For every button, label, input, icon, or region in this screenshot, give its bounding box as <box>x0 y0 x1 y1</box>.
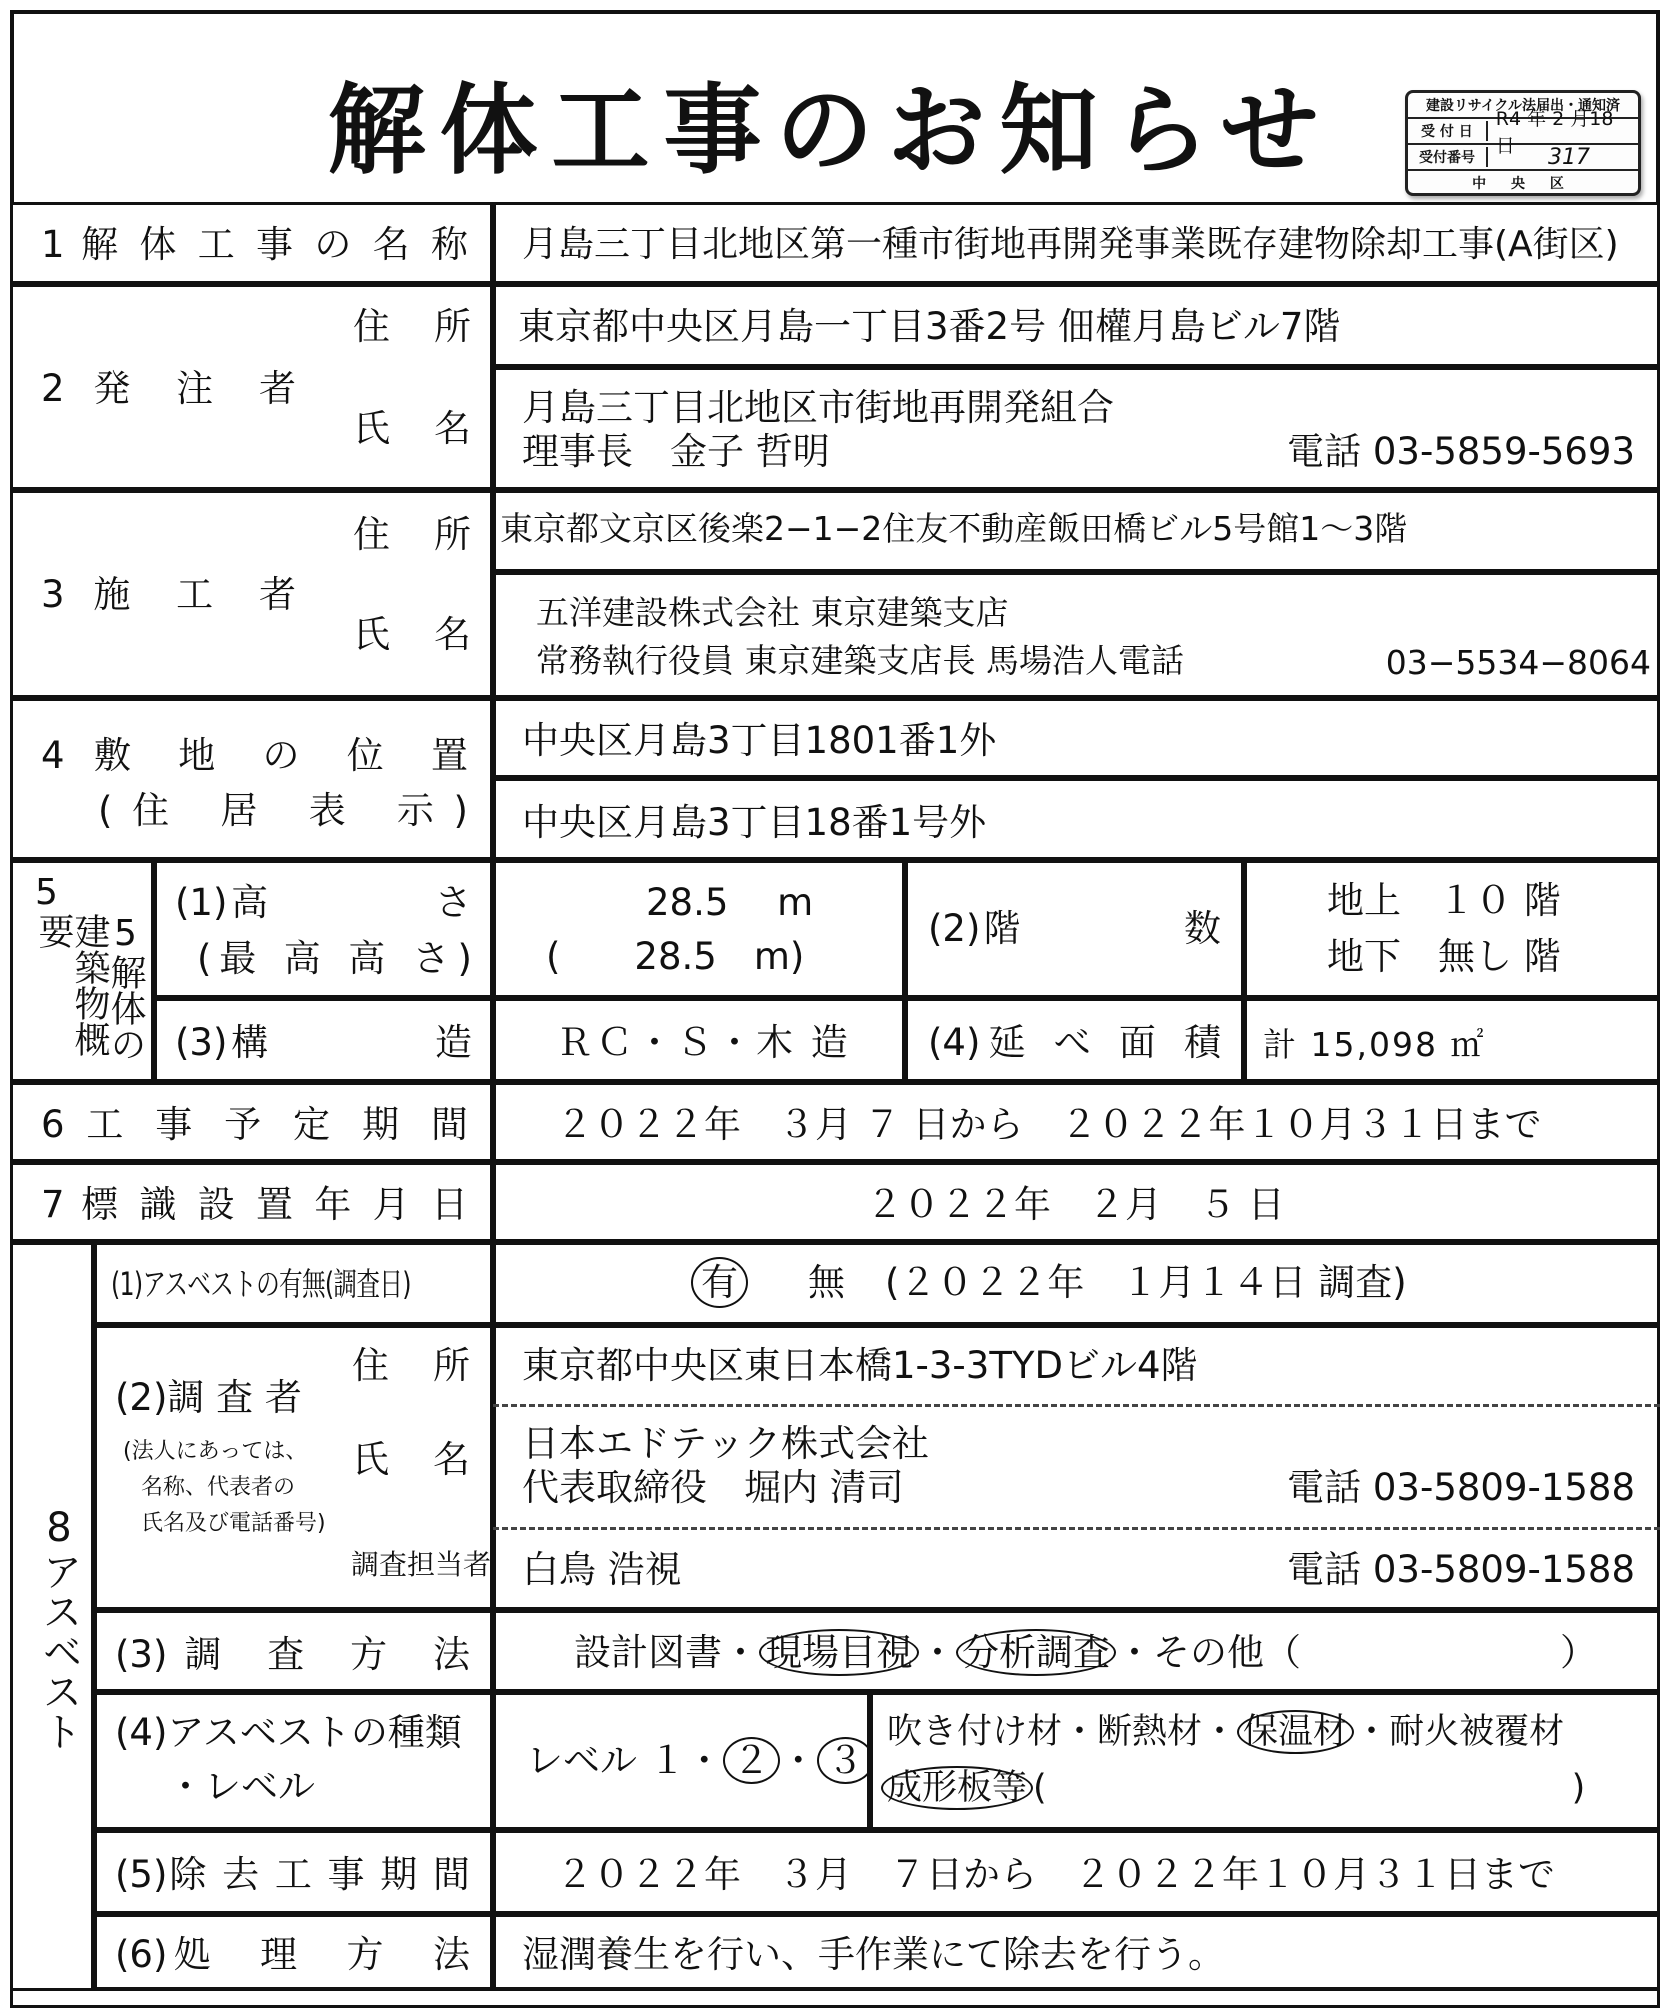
sign-date-label-cell <box>10 1162 493 1242</box>
period-cell <box>493 1082 1660 1162</box>
client-address-label: 住 所 <box>353 305 471 348</box>
building-overview-number: 5 <box>35 872 58 913</box>
method-other: その他（ ） <box>1153 1631 1597 1674</box>
structure-label-cell <box>154 998 493 1082</box>
recycling-law-stamp <box>1405 90 1641 196</box>
treatment-label-cell <box>94 1914 493 1990</box>
stamp-date-label: 受 付 日 <box>1408 121 1488 141</box>
asbestos-level-label: ・レベル <box>167 1765 315 1808</box>
building-overview-label: 5解体の建築物概要 <box>33 913 146 1062</box>
structure-label: (3)構 造 <box>175 1021 472 1064</box>
contractor-name-cell <box>493 572 1660 698</box>
surveyor-note-2: 名称、代表者の <box>141 1475 296 1500</box>
level-3-circled: ３ <box>817 1737 874 1784</box>
contractor-address-label: 住 所 <box>353 513 471 556</box>
height-label: (1)高 さ <box>175 881 472 924</box>
floors-value-cell <box>1244 860 1660 998</box>
stamp-header: 建設リサイクル法届出・通知済 <box>1408 93 1638 119</box>
height-label-cell <box>154 860 493 998</box>
structure-value-cell <box>493 998 905 1082</box>
asbestos-presence-cell <box>493 1242 1660 1325</box>
surveyor-staff-tel: 電話 03-5809-1588 <box>1287 1548 1635 1591</box>
project-name: 月島三丁目北地区第一種市街地再開発事業既存建物除却工事(A街区) <box>522 224 1619 265</box>
client-org: 月島三丁目北地区市街地再開発組合 <box>522 386 1114 429</box>
period-value: ２０２２年 ３月 ７ 日から ２０２２年１０月３１日まで <box>556 1103 1542 1146</box>
stamp-number-value: 317 <box>1548 144 1590 170</box>
building-overview-label-cell <box>10 860 154 1082</box>
project-name-label: 1 解 体 工 事 の 名 称 <box>41 223 468 266</box>
kind-molded-board-circled: 成形板等 <box>881 1766 1033 1810</box>
floors-label: (2)階 数 <box>928 907 1221 950</box>
asbestos-type-label: (4)アスベストの種類 <box>115 1711 462 1754</box>
contractor-label-cell <box>10 490 493 698</box>
asbestos-label: 8アスベスト <box>36 1505 82 1751</box>
treatment-cell <box>493 1914 1660 1990</box>
structure-value: ＲＣ・Ｓ・木 造 <box>556 1021 851 1064</box>
surveyor-cell <box>493 1325 1660 1610</box>
period-label: 6 工 事 予 定 期 間 <box>41 1103 468 1146</box>
level-2-circled: ２ <box>723 1737 780 1784</box>
survey-method-label-cell <box>94 1610 493 1692</box>
stamp-number-label: 受付番号 <box>1408 147 1488 167</box>
project-name-cell <box>493 202 1660 284</box>
client-label: 2 発 注 者 <box>41 367 296 410</box>
removal-period-value: ２０２２年 ３月 ７日から ２０２２年１０月３１日まで <box>556 1853 1555 1896</box>
height-value-cell <box>493 860 905 998</box>
kind-other: ( ) <box>1033 1768 1586 1808</box>
site-address: 中央区月島3丁目18番1号外 <box>522 801 987 844</box>
contractor-rep: 常務執行役員 東京建築支店長 馬場浩人電話 <box>536 641 1184 680</box>
surveyor-name-label: 氏 名 <box>352 1438 470 1481</box>
site-label-cell <box>10 698 493 860</box>
surveyor-address: 東京都中央区東日本橋1-3-3TYDビル4階 <box>522 1344 1198 1387</box>
period-label-cell <box>10 1082 493 1162</box>
asbestos-presence-label-cell <box>94 1242 493 1325</box>
client-name-cell <box>493 367 1660 490</box>
site-address-label: (住 居 表 示) <box>98 789 468 832</box>
contractor-address-cell <box>493 490 1660 572</box>
presence-no: 無 <box>808 1261 845 1304</box>
contractor-tel: 03−5534−8064 <box>1385 643 1651 682</box>
survey-date: (２０２２年 １月１４日 調査) <box>885 1261 1407 1304</box>
floors-below: 地下 無し 階 <box>1327 935 1561 978</box>
contractor-org: 五洋建設株式会社 東京建築支店 <box>536 593 1009 632</box>
site-address-cell <box>493 778 1660 860</box>
page-title: 解体工事のお知らせ <box>327 74 1333 188</box>
dashed-divider <box>493 1404 1660 1407</box>
surveyor-label: (2)調 査 者 <box>115 1376 302 1419</box>
survey-method-cell: 設計図書・ 現場目視 ・ 分析調査 ・その他（ ） <box>493 1610 1660 1692</box>
surveyor-label-cell <box>94 1325 493 1610</box>
survey-method-label: (3)調 査 方 法 <box>115 1633 470 1676</box>
surveyor-rep: 代表取締役 堀内 清司 <box>522 1466 904 1509</box>
site-location-label: 4 敷 地 の 位 置 <box>41 734 468 777</box>
max-height-label: (最 高 高 さ) <box>197 937 472 980</box>
next-row-edge <box>10 1988 1660 2008</box>
surveyor-staff: 白鳥 浩視 <box>522 1548 682 1591</box>
stamp-office: 中 央 区 <box>1472 176 1574 192</box>
client-rep: 理事長 金子 哲明 <box>522 430 830 473</box>
level-prefix: レベル １ <box>526 1739 686 1782</box>
contractor-name-label: 氏 名 <box>353 613 471 656</box>
surveyor-note-1: (法人にあっては、 <box>123 1439 308 1464</box>
treatment-label: (6)処 理 方 法 <box>115 1933 470 1976</box>
surveyor-note-3: 氏名及び電話番号) <box>141 1511 326 1536</box>
sign-date-label: 7 標 識 設 置 年 月 日 <box>41 1183 468 1226</box>
method-site-inspection-circled: 現場目視 <box>759 1629 919 1676</box>
floor-area-label: (4)延 べ 面 積 <box>928 1021 1221 1064</box>
treatment-value: 湿潤養生を行い、手作業にて除去を行う。 <box>522 1933 1225 1976</box>
asbestos-kind-cell: 吹き付け材・断熱材・ 保温材 ・耐火被覆材 成形板等 ( ) <box>870 1692 1660 1830</box>
floors-label-cell <box>905 860 1244 998</box>
asbestos-level-cell: レベル １・ ２ ・ ３ <box>493 1692 870 1830</box>
floor-area-value: 計 15,098 ㎡ <box>1263 1025 1486 1064</box>
removal-period-cell <box>493 1830 1660 1914</box>
asbestos-type-label-cell <box>94 1692 493 1830</box>
asbestos-presence-label: (1)アスベストの有無(調査日) <box>111 1265 411 1303</box>
kind-fireproof: 耐火被覆材 <box>1389 1712 1565 1752</box>
surveyor-staff-label: 調査担当者 <box>351 1548 492 1581</box>
removal-period-label: (5)除 去 工 事 期 間 <box>115 1853 470 1896</box>
client-address: 東京都中央区月島一丁目3番2号 佃權月島ビル7階 <box>518 305 1341 348</box>
dashed-divider <box>493 1527 1660 1530</box>
surveyor-address-label: 住 所 <box>352 1344 470 1387</box>
project-name-label-cell <box>10 202 493 284</box>
presence-yes-circled: 有 <box>691 1257 748 1308</box>
floor-area-value-cell <box>1244 998 1660 1082</box>
max-height-value: ( 28.5 m) <box>546 935 805 978</box>
floors-above: 地上 １０ 階 <box>1327 879 1561 922</box>
client-tel: 電話 03-5859-5693 <box>1287 430 1635 473</box>
method-analysis-circled: 分析調査 <box>956 1629 1116 1676</box>
kind-thermal-insulation-circled: 保温材 <box>1237 1710 1354 1754</box>
height-value: 28.5 m <box>646 881 814 924</box>
removal-period-label-cell <box>94 1830 493 1914</box>
asbestos-label-cell <box>10 1242 94 2002</box>
contractor-label: 3 施 工 者 <box>41 573 296 616</box>
floor-area-label-cell <box>905 998 1244 1082</box>
site-location-cell <box>493 698 1660 778</box>
stamp-date-value: R4 年 2 月18 日 <box>1495 108 1614 157</box>
client-name-label: 氏 名 <box>353 407 471 450</box>
sign-date-cell <box>493 1162 1660 1242</box>
kind-spray-insulation: 吹き付け材・断熱材 <box>887 1712 1203 1752</box>
surveyor-org: 日本エドテック株式会社 <box>522 1422 929 1465</box>
site-location: 中央区月島3丁目1801番1外 <box>522 719 997 762</box>
method-design-docs: 設計図書 <box>574 1631 722 1674</box>
client-address-cell <box>493 284 1660 367</box>
sign-date-value: ２０２２年 ２月 ５ 日 <box>866 1183 1285 1226</box>
contractor-address: 東京都文京区後楽2−1−2住友不動産飯田橋ビル5号館1〜3階 <box>500 509 1408 548</box>
client-label-cell <box>10 284 493 490</box>
surveyor-tel: 電話 03-5809-1588 <box>1287 1466 1635 1509</box>
